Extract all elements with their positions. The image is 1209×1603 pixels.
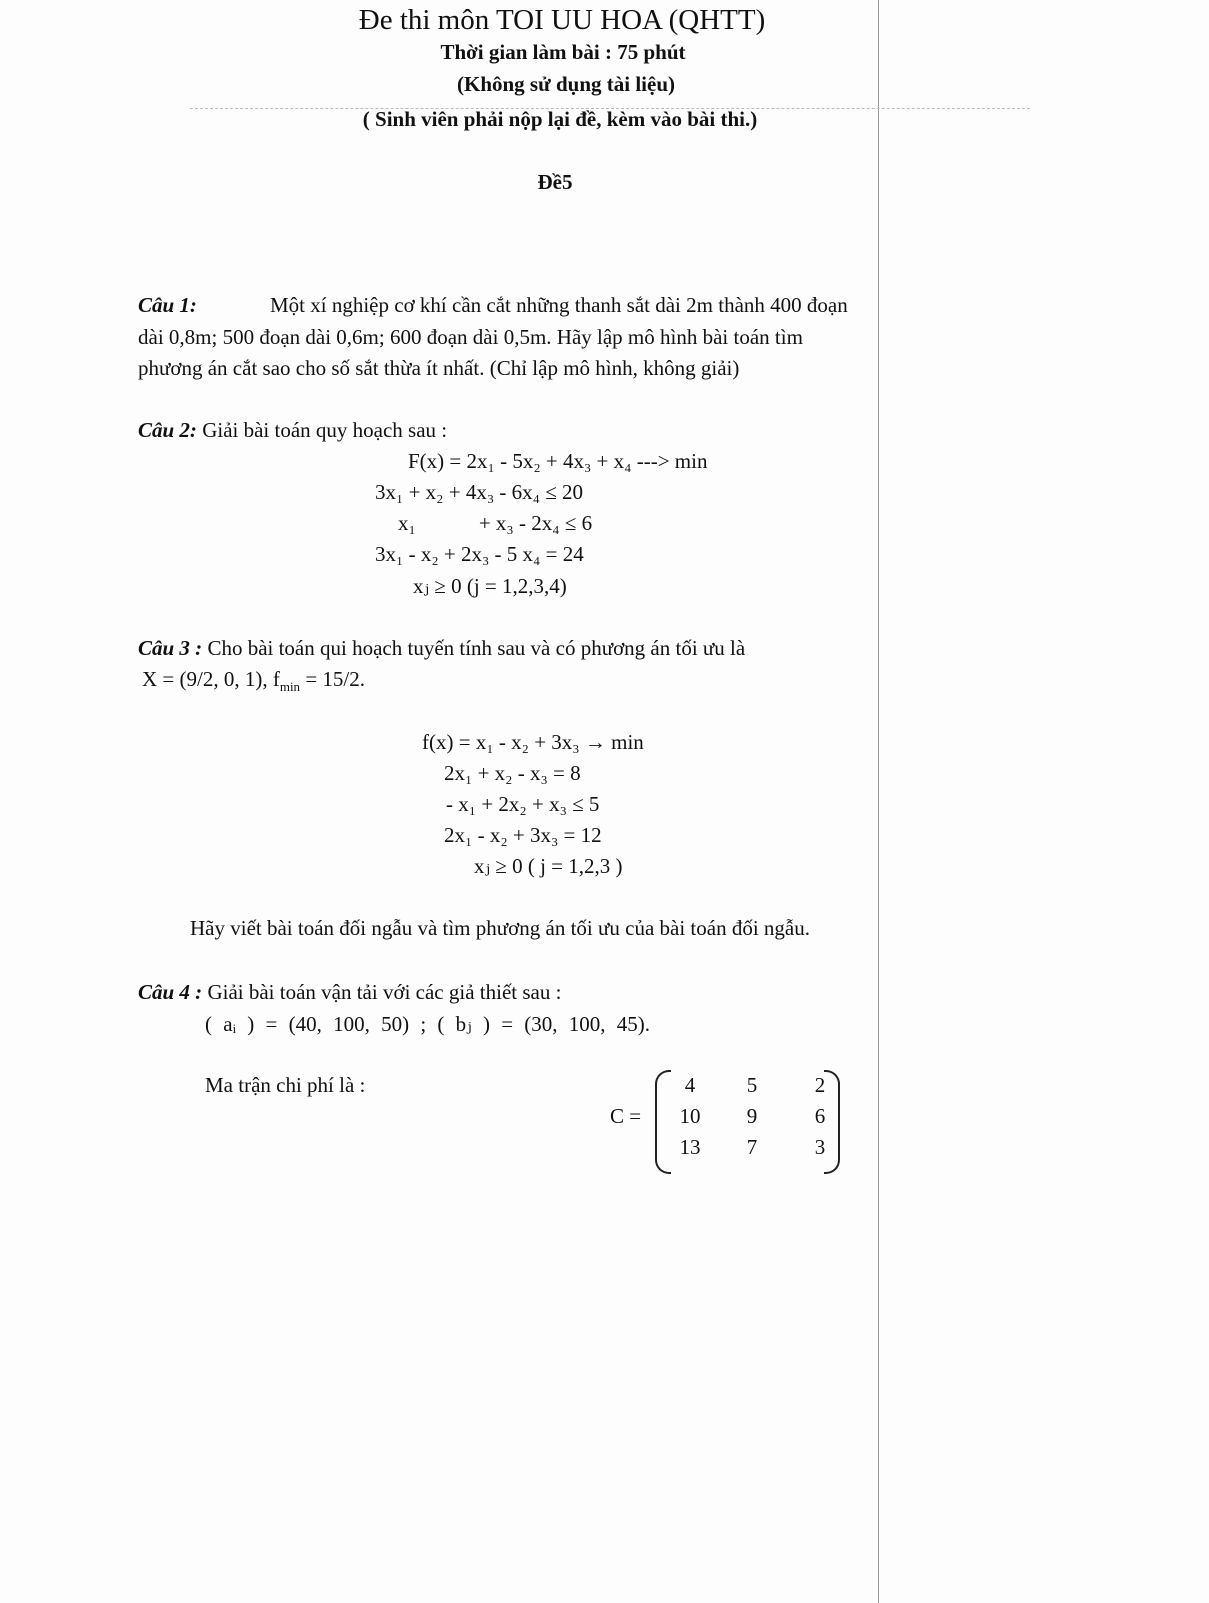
q3-constraint: - x₁ + 2x₂ + x₃ ≤ 5 [446,792,600,816]
q3-objective: f(x) = x₁ - x₂ + 3x₃ → min [422,730,644,754]
exam-time: Thời gian làm bài : 75 phút [440,40,686,64]
exam-title: Đe thi môn TOI UU HOA (QHTT) [358,4,766,36]
q4-cost-label: Ma trận chi phí là : [205,1073,366,1097]
q1-line: dài 0,8m; 500 đoạn dài 0,6m; 600 đoạn dài 0,5m. Hãy lập mô hình bài toán tìm [138,325,803,349]
exam-note-submit: ( Sinh viên phải nộp lại đề, kèm vào bài thi.) [362,107,758,131]
cost-matrix [655,1070,840,1170]
q2-label: Câu 2: [138,418,197,442]
exam-note-materials: (Không sử dụng tài liệu) [457,72,675,96]
q1-line: phương án cắt sao cho số sắt thừa ít nhất. (Chỉ lập mô hình, không giải) [138,356,740,380]
q3-solution-sub: min [279,679,301,695]
matrix-cell: 7 [746,1135,758,1159]
q3-label: Câu 3 : [138,636,203,660]
q4-label: Câu 4 : [138,980,203,1004]
q3-constraint: 2x₁ - x₂ + 3x₃ = 12 [444,823,602,847]
q3-solution-suffix: = 15/2. [300,667,365,691]
q2-heading [138,418,447,442]
matrix-name: C = [610,1104,642,1128]
q4-intro: Giải bài toán vận tải với các giả thiết sau : [207,980,562,1004]
q2-intro: Giải bài toán quy hoạch sau : [202,418,448,442]
q2-constraint: x₁ + x₃ - 2x₄ ≤ 6 [398,511,593,535]
matrix-cell: 6 [814,1104,826,1128]
matrix-cell: 9 [746,1104,758,1128]
matrix-cell: 10 [679,1104,701,1128]
q1-line: Một xí nghiệp cơ khí cần cắt những thanh sắt dài 2m thành 400 đoạn [270,293,848,317]
matrix-cell: 3 [814,1135,826,1159]
q3-nonneg: xⱼ ≥ 0 ( j = 1,2,3 ) [474,854,623,878]
matrix-cell: 13 [679,1135,701,1159]
matrix-left-bracket [655,1070,671,1174]
q2-constraint: 3x₁ + x₂ + 4x₃ - 6x₄ ≤ 20 [375,480,583,504]
q3-heading [138,636,745,660]
q3-solution-prefix: X = (9/2, 0, 1), f [142,667,280,691]
matrix-cell: 5 [746,1073,758,1097]
q2-objective: F(x) = 2x₁ - 5x₂ + 4x₃ + x₄ ---> min [408,449,708,473]
matrix-cell: 4 [684,1073,696,1097]
q3-intro: Cho bài toán qui hoạch tuyến tính sau và có phương án tối ưu là [207,636,746,660]
q4-heading [138,980,561,1004]
q4-supply-demand: ( aᵢ ) = (40, 100, 50) ; ( bⱼ ) = (30, 100, 45). [205,1012,651,1036]
q1-label: Câu 1: [138,293,197,317]
q2-constraint: 3x₁ - x₂ + 2x₃ - 5 x₄ = 24 [375,542,584,566]
matrix-cell: 2 [814,1073,826,1097]
scan-fold-line [878,0,879,1603]
exam-code: Đề5 [537,170,573,194]
q3-solution [142,667,365,699]
q2-nonneg: xⱼ ≥ 0 (j = 1,2,3,4) [413,574,567,598]
q3-task: Hãy viết bài toán đối ngẫu và tìm phương án tối ưu của bài toán đối ngẫu. [190,916,810,940]
q3-constraint: 2x₁ + x₂ - x₃ = 8 [444,761,581,785]
